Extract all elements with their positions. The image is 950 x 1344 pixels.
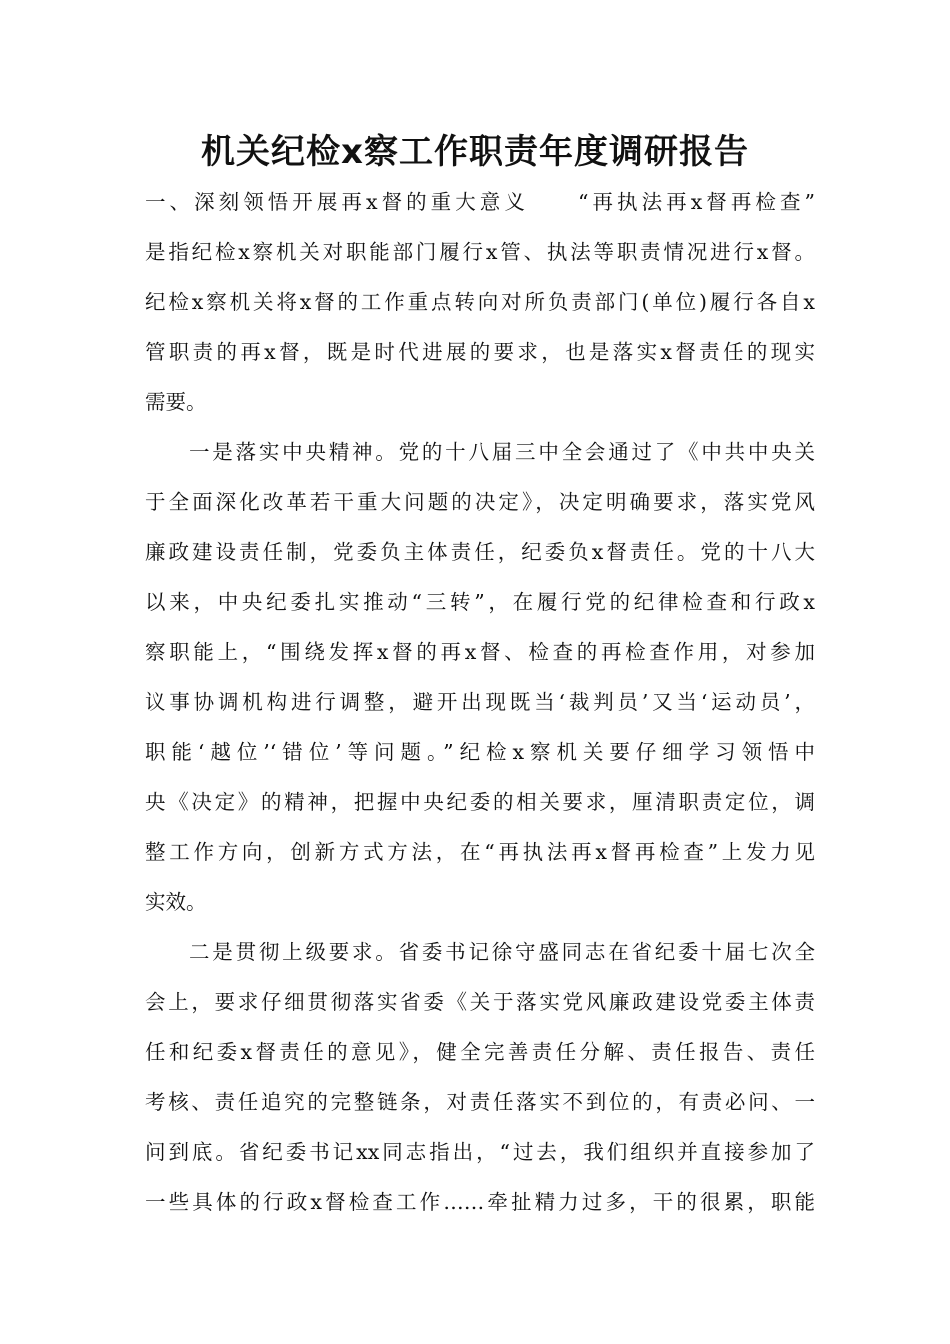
text-line: 是指纪检x察机关对职能部门履行x管、执法等职责情况进行x督。 [145, 240, 815, 264]
text-line: 议事协调机构进行调整，避开出现既当‘裁判员’又当‘运动员’， [145, 690, 815, 714]
text-line: 一是落实中央精神。党的十八届三中全会通过了《中共中央关 [189, 440, 815, 464]
text-line: 实效。 [145, 890, 207, 914]
text-line: 察职能上，“围绕发挥x督的再x督、检查的再检查作用，对参加 [145, 640, 815, 664]
text-line: 央《决定》的精神，把握中央纪委的相关要求，厘清职责定位，调 [145, 790, 815, 814]
text-line: 职能‘越位’‘错位’等问题。”纪检x察机关要仔细学习领悟中 [145, 740, 815, 764]
page-title: 机关纪检x察工作职责年度调研报告 [201, 132, 749, 172]
text-line: 以来，中央纪委扎实推动“三转”，在履行党的纪律检查和行政x [145, 590, 815, 614]
text-line: 整工作方向，创新方式方法，在“再执法再x督再检查”上发力见 [145, 840, 815, 864]
text-line: 一、深刻领悟开展再x督的重大意义 “再执法再x督再检查” [145, 190, 815, 214]
text-line: 纪检x察机关将x督的工作重点转向对所负责部门(单位)履行各自x [145, 290, 815, 314]
text-line: 任和纪委x督责任的意见》，健全完善责任分解、责任报告、责任 [145, 1040, 815, 1064]
text-line: 廉政建设责任制，党委负主体责任，纪委负x督责任。党的十八大 [145, 540, 815, 564]
text-line: 一些具体的行政x督检查工作……牵扯精力过多，干的很累，职能 [145, 1190, 815, 1214]
text-line: 于全面深化改革若干重大问题的决定》，决定明确要求，落实党风 [145, 490, 815, 514]
text-line: 需要。 [145, 390, 207, 414]
text-line: 二是贯彻上级要求。省委书记徐守盛同志在省纪委十届七次全 [189, 940, 815, 964]
text-line: 考核、责任追究的完整链条，对责任落实不到位的，有责必问、一 [145, 1090, 815, 1114]
text-line: 会上，要求仔细贯彻落实省委《关于落实党风廉政建设党委主体责 [145, 990, 815, 1014]
text-line: 管职责的再x督，既是时代进展的要求，也是落实x督责任的现实 [145, 340, 815, 364]
text-line: 问到底。省纪委书记xx同志指出，“过去，我们组织并直接参加了 [145, 1140, 815, 1164]
